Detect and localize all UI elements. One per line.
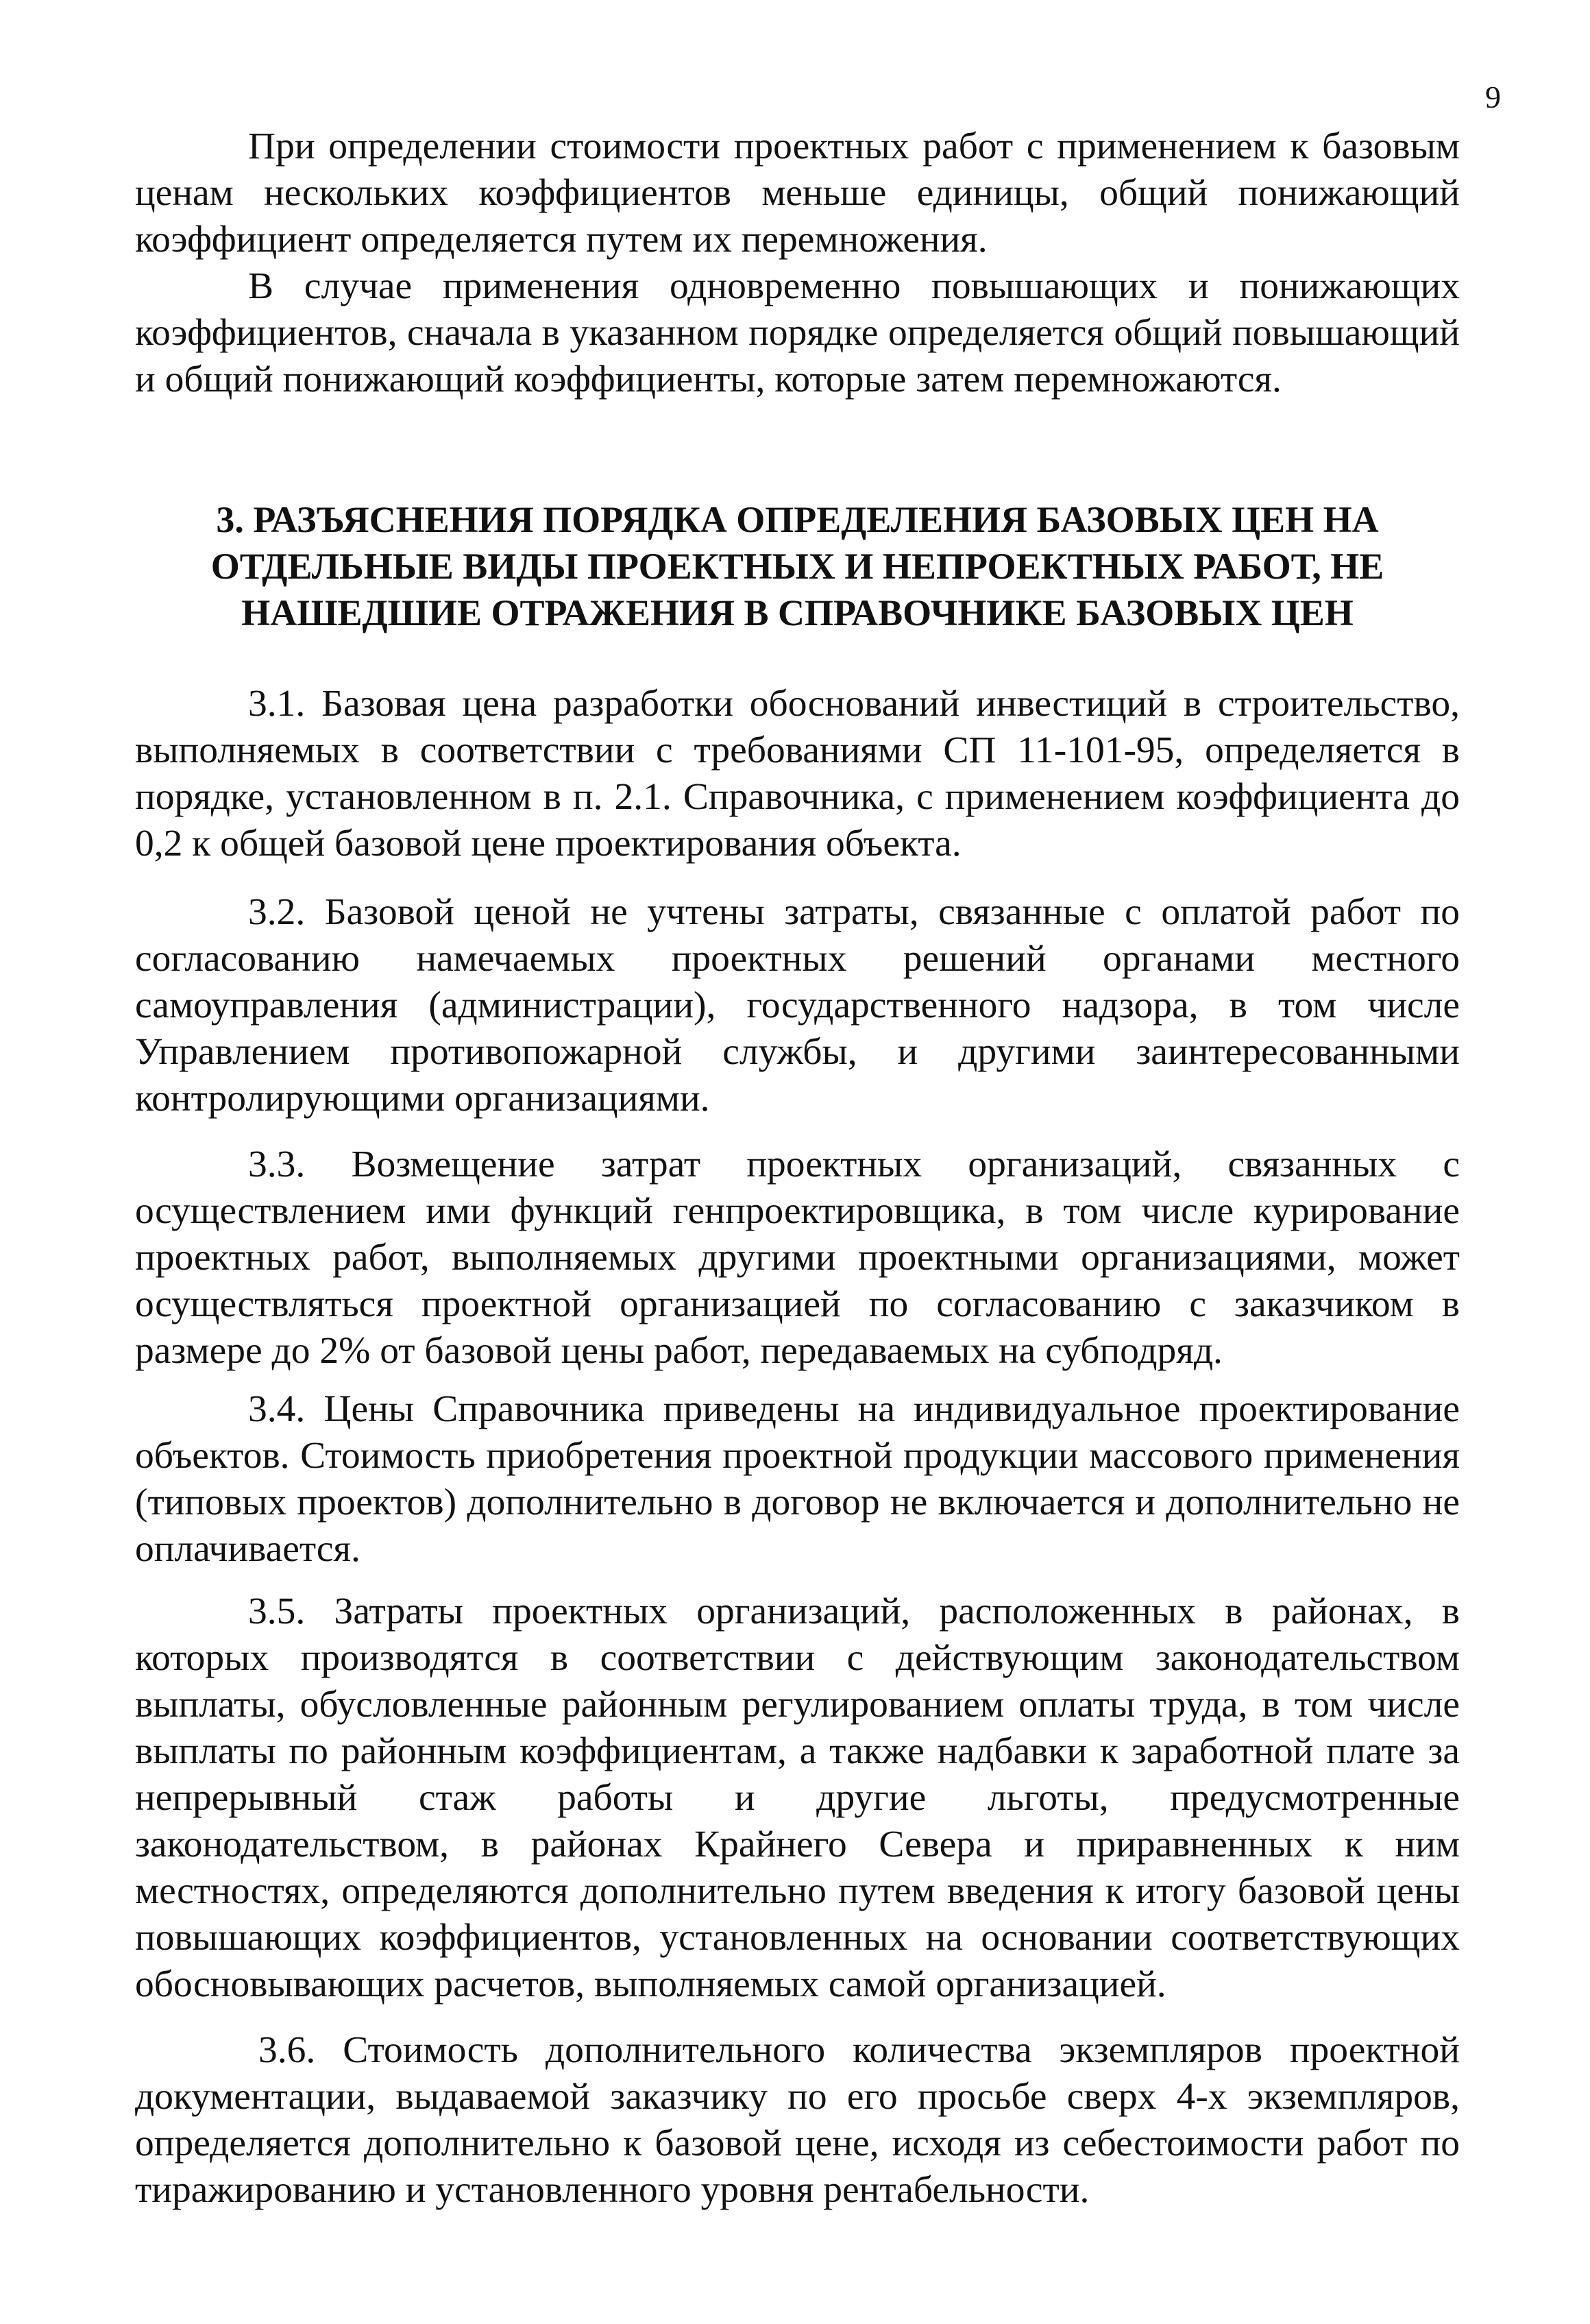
item-3-1: 3.1. Базовая цена разработки обоснований инвестиций в строительство, выполняемых в соответствии с требованиями СП 11-101-95, определяется в порядке, установленном в п. 2.1. Справочника, с применением коэффициента до 0,2 к общей базовой цене проектирования объекта. xyxy=(135,683,1460,864)
section-3-heading-line-2: ОТДЕЛЬНЫЕ ВИДЫ ПРОЕКТНЫХ И НЕПРОЕКТНЫХ РАБОТ, НЕ xyxy=(210,546,1384,587)
intro-paragraph-2: В случае применения одновременно повышающих и понижающих коэффициентов, сначала в указанном порядке определяется общий повышающий и общий понижающий коэффициенты, которые затем перемножаются. xyxy=(135,265,1460,400)
intro-paragraph-1: При определении стоимости проектных работ с применением к базовым ценам нескольких коэффициентов меньше единицы, общий понижающий коэффициент определяется путем их перемножения. xyxy=(135,125,1460,261)
item-3-2: 3.2. Базовой ценой не учтены затраты, связанные с оплатой работ по согласованию намечаемых проектных решений органами местного самоуправления (администрации), государственного надзора, в том числе Управлением противопожарной службы, и другими заинтересованными контролирующими организациями. xyxy=(135,891,1460,1119)
section-3-heading-line-3: НАШЕДШИЕ ОТРАЖЕНИЯ В СПРАВОЧНИКЕ БАЗОВЫХ ЦЕН xyxy=(241,592,1354,633)
section-3-heading-line-1: 3. РАЗЪЯСНЕНИЯ ПОРЯДКА ОПРЕДЕЛЕНИЯ БАЗОВЫХ ЦЕН НА xyxy=(216,499,1379,540)
item-3-3: 3.3. Возмещение затрат проектных организаций, связанных с осуществлением ими функций генпроектировщика, в том числе курирование проектных работ, выполняемых другими проектными организациями, может осуществляться проектной организацией по согласованию с заказчиком в размере до 2% от базовой цены работ, передаваемых на субподряд. xyxy=(135,1143,1460,1372)
item-3-5: 3.5. Затраты проектных организаций, расположенных в районах, в которых производятся в соответствии с действующим законодательством выплаты, обусловленные районным регулированием оплаты труда, в том числе выплаты по районным коэффициентам, а также надбавки к заработной плате за непрерывный стаж работы и другие льготы, предусмотренные законодательством, в районах Крайнего Севера и приравненных к ним местностях, определяются дополнительно путем введения к итогу базовой цены повышающих коэффициентов, установленных на основании соответствующих обосновывающих расчетов, выполняемых самой организацией. xyxy=(135,1590,1460,2005)
page-number: 9 xyxy=(1485,80,1501,114)
item-3-4: 3.4. Цены Справочника приведены на индивидуальное проектирование объектов. Стоимость приобретения проектной продукции массового применения (типовых проектов) дополнительно в договор не включается и дополнительно не оплачивается. xyxy=(135,1388,1460,1570)
section-3-heading xyxy=(135,496,1460,636)
item-3-6: 3.6. Стоимость дополнительного количества экземпляров проектной документации, выдаваемой заказчику по его просьбе сверх 4-х экземпляров, определяется дополнительно к базовой цене, исходя из себестоимости работ по тиражированию и установленного уровня рентабельности. xyxy=(135,2029,1460,2211)
